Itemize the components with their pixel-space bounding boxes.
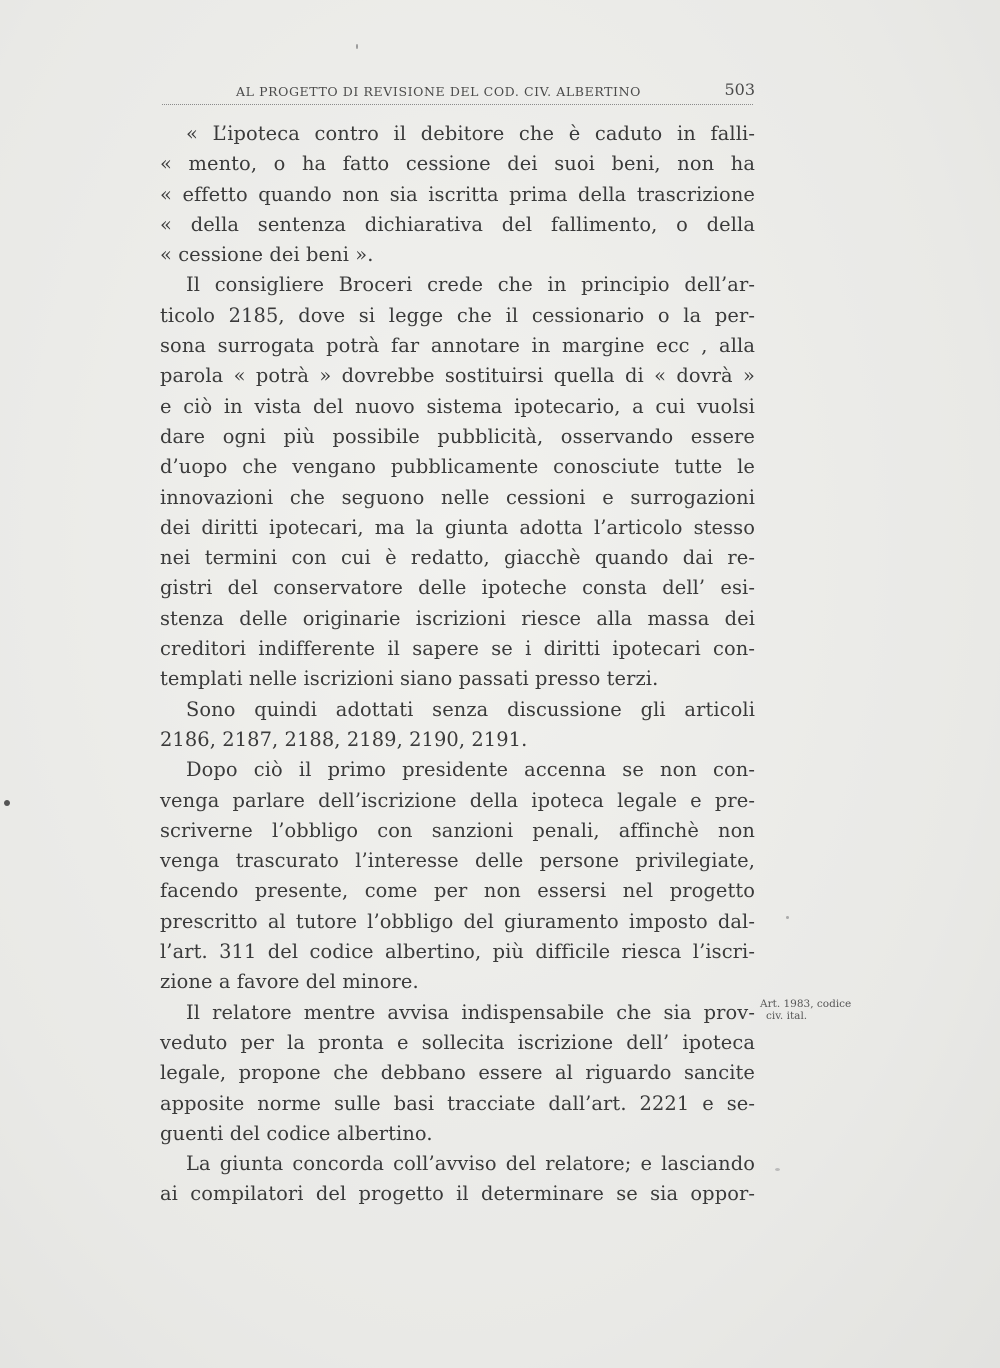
text-line: nei termini con cui è redatto, giacchè quando dai re- <box>160 546 755 570</box>
text-line: sona surrogata potrà far annotare in margine ecc , alla <box>160 334 755 358</box>
text-line: guenti del codice albertino. <box>160 1121 433 1145</box>
text-line: e ciò in vista del nuovo sistema ipotecario, a cui vuolsi <box>160 394 755 418</box>
text-line: innovazioni che seguono nelle cessioni e surrogazioni <box>160 485 755 509</box>
ink-speck <box>786 916 789 919</box>
text-line: « della sentenza dichiarativa del fallimento, o della <box>160 212 755 236</box>
text-line: prescritto al tutore l’obbligo del giuramento imposto dal- <box>160 909 755 933</box>
text-line: dei diritti ipotecari, ma la giunta adotta l’articolo stesso <box>160 515 755 539</box>
text-line: dare ogni più possibile pubblicità, osservando essere <box>160 424 755 448</box>
text-line: « mento, o ha fatto cessione dei suoi beni, non ha <box>160 152 755 176</box>
text-line: gistri del conservatore delle ipoteche consta dell’ esi- <box>160 576 755 600</box>
text-line: « cessione dei beni ». <box>160 243 374 267</box>
text-line: legale, propone che debbano essere al riguardo sancite <box>160 1061 755 1085</box>
text-line: La giunta concorda coll’avviso del relatore; e lasciando <box>186 1152 755 1176</box>
ink-speck <box>356 44 358 49</box>
running-head <box>160 80 755 102</box>
text-line: Il relatore mentre avvisa indispensabile che sia prov- <box>186 1000 755 1024</box>
text-line: facendo presente, come per non essersi nel progetto <box>160 879 755 903</box>
ink-speck <box>4 800 10 806</box>
text-line: Il consigliere Broceri crede che in principio dell’ar- <box>186 273 755 297</box>
text-line: l’art. 311 del codice albertino, più difficile riesca l’iscri- <box>160 940 755 964</box>
text-line: Dopo ciò il primo presidente accenna se non con- <box>186 758 755 782</box>
ink-speck <box>775 1168 780 1171</box>
margin-note <box>760 998 870 1022</box>
running-title: AL PROGETTO DI REVISIONE DEL COD. CIV. ALBERTINO <box>236 84 641 99</box>
text-line: parola « potrà » dovrebbe sostituirsi quella di « dovrà » <box>160 364 755 388</box>
page-number: 503 <box>724 80 755 99</box>
text-line: venga trascurato l’interesse delle persone privilegiate, <box>160 849 755 873</box>
text-line: veduto per la pronta e sollecita iscrizione dell’ ipoteca <box>160 1030 755 1054</box>
text-line: « L’ipoteca contro il debitore che è caduto in falli- <box>186 122 755 145</box>
margin-note-line: civ. ital. <box>766 1010 808 1022</box>
text-line: stenza delle originarie iscrizioni riesce alla massa dei <box>160 606 755 630</box>
text-line: venga parlare dell’iscrizione della ipoteca legale e pre- <box>160 788 755 812</box>
text-line: ticolo 2185, dove si legge che il cessionario o la per- <box>160 303 755 327</box>
text-line: scriverne l’obbligo con sanzioni penali, affinchè non <box>160 818 755 842</box>
text-line: d’uopo che vengano pubblicamente conosciute tutte le <box>160 455 755 479</box>
text-line: creditori indifferente il sapere se i diritti ipotecari con- <box>160 637 755 661</box>
text-line: 2186, 2187, 2188, 2189, 2190, 2191. <box>160 727 528 751</box>
body-text <box>160 119 755 1210</box>
text-line: « effetto quando non sia iscritta prima della trascrizione <box>160 182 755 206</box>
margin-note-line: Art. 1983, codice <box>760 998 852 1010</box>
header-rule <box>162 104 753 105</box>
text-line: apposite norme sulle basi tracciate dall’art. 2221 e se- <box>160 1091 755 1115</box>
text-line: ai compilatori del progetto il determinare se sia oppor- <box>160 1182 755 1206</box>
text-line: Sono quindi adottati senza discussione gli articoli <box>186 697 755 721</box>
text-line: zione a favore del minore. <box>160 970 419 994</box>
text-line: templati nelle iscrizioni siano passati presso terzi. <box>160 667 659 691</box>
